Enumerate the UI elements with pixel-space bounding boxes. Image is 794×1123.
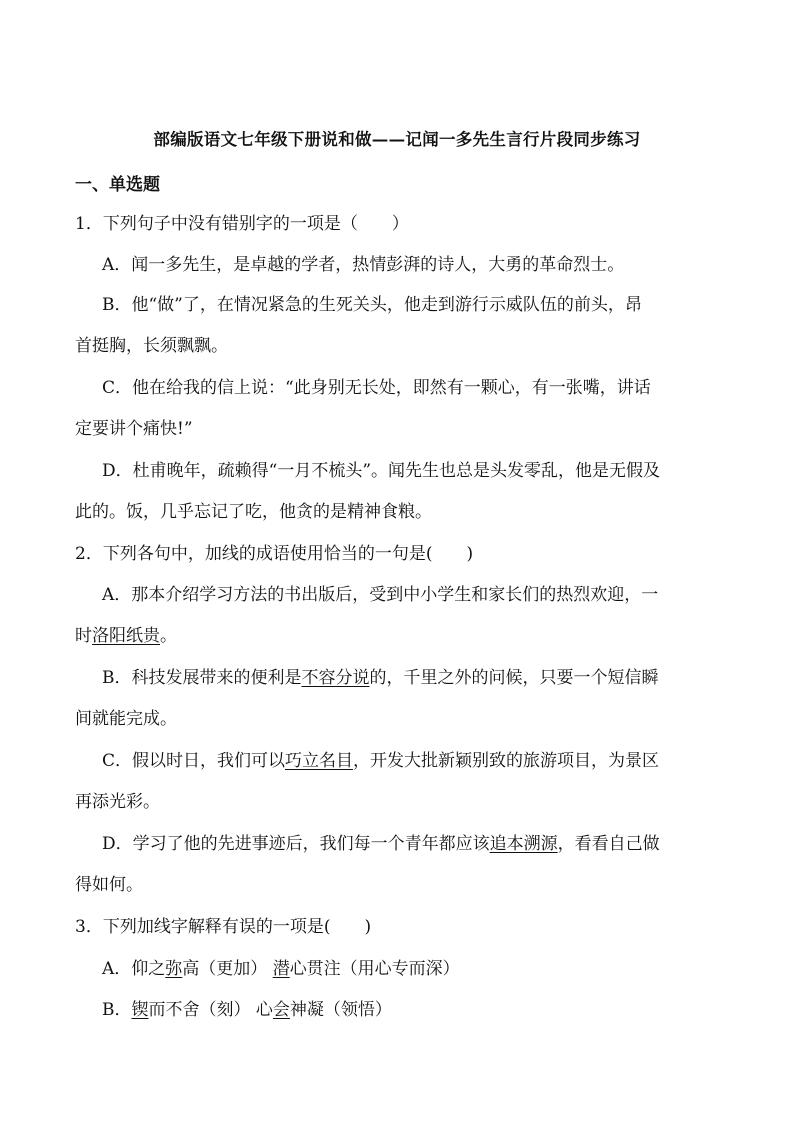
text-fragment: A．仰之: [102, 959, 166, 979]
question-2-option-c-cont: 再添光彩。: [75, 792, 160, 812]
text-fragment: ，开发大批新颖别致的旅游项目，为景区: [353, 751, 660, 771]
underlined-idiom: 洛阳纸贵: [92, 626, 160, 646]
text-fragment: 的，千里之外的问候，只要一个短信瞬: [369, 668, 659, 688]
text-fragment: B．: [102, 1000, 132, 1020]
question-1-option-b-cont: 首挺胸，长须飘飘。: [75, 336, 228, 356]
text-fragment: B．科技发展带来的便利是: [102, 668, 302, 688]
section-heading: 一、单选题: [75, 175, 160, 195]
question-2-option-a: A．那本介绍学习方法的书出版后，受到中小学生和家长们的热烈欢迎，一: [102, 585, 659, 605]
underlined-idiom: 巧立名目: [285, 751, 354, 771]
page-title: 部编版语文七年级下册说和做——记闻一多先生言行片段同步练习: [153, 130, 641, 149]
text-fragment: 高（更加）: [182, 959, 273, 979]
question-2-option-d-cont: 得如何。: [75, 875, 143, 895]
underlined-char: 锲: [131, 1000, 149, 1020]
question-1-option-b: B．他“做”了，在情况紧急的生死关头，他走到游行示威队伍的前头，昂: [102, 295, 642, 315]
underlined-char: 会: [272, 1000, 290, 1020]
question-3-option-b: [102, 998, 752, 1022]
question-1-option-a: A．闻一多先生，是卓越的学者，热情彭湃的诗人，大勇的革命烈士。: [102, 255, 625, 275]
text-fragment: 心贯注（用心专而深）: [289, 959, 460, 979]
question-2-stem: 2．下列各句中，加线的成语使用恰当的一句是( ): [75, 544, 474, 564]
question-1-option-c-cont: 定要讲个痛快!”: [75, 419, 193, 439]
text-fragment: 神凝（领悟）: [289, 1000, 392, 1020]
question-3-option-a: [102, 957, 752, 981]
question-2-option-d: [102, 832, 752, 856]
question-1-option-d-cont: 此的。饭，几乎忘记了吃，他贪的是精神食粮。: [75, 502, 432, 522]
text-fragment: ，看看自己做: [557, 834, 660, 854]
question-2-option-b: [102, 666, 752, 690]
question-1-option-c: C．他在给我的信上说：“此身别无长处，即然有一颗心，有一张嘴，讲话: [102, 378, 651, 398]
text-fragment: C．假以时日，我们可以: [102, 751, 286, 771]
question-2-option-b-cont: 间就能完成。: [75, 709, 177, 729]
underlined-char: 潜: [272, 959, 290, 979]
text-fragment: 。: [160, 626, 177, 646]
underlined-idiom: 追本溯源: [489, 834, 558, 854]
underlined-idiom: 不容分说: [301, 668, 370, 688]
text-fragment: 时: [75, 626, 92, 646]
text-fragment: 而不舍（刻） 心: [148, 1000, 273, 1020]
question-3-stem: 3．下列加线字解释有误的一项是( ): [75, 917, 372, 937]
text-fragment: D．学习了他的先进事迹后，我们每一个青年都应该: [102, 834, 490, 854]
question-2-option-c: [102, 749, 752, 773]
underlined-char: 弥: [165, 959, 183, 979]
question-1-stem: 1．下列句子中没有错别字的一项是（ ）: [75, 214, 409, 234]
question-2-option-a-cont: [75, 624, 725, 648]
question-1-option-d: D．杜甫晚年，疏赖得“一月不梳头”。闻先生也总是头发零乱，他是无假及: [102, 461, 661, 481]
